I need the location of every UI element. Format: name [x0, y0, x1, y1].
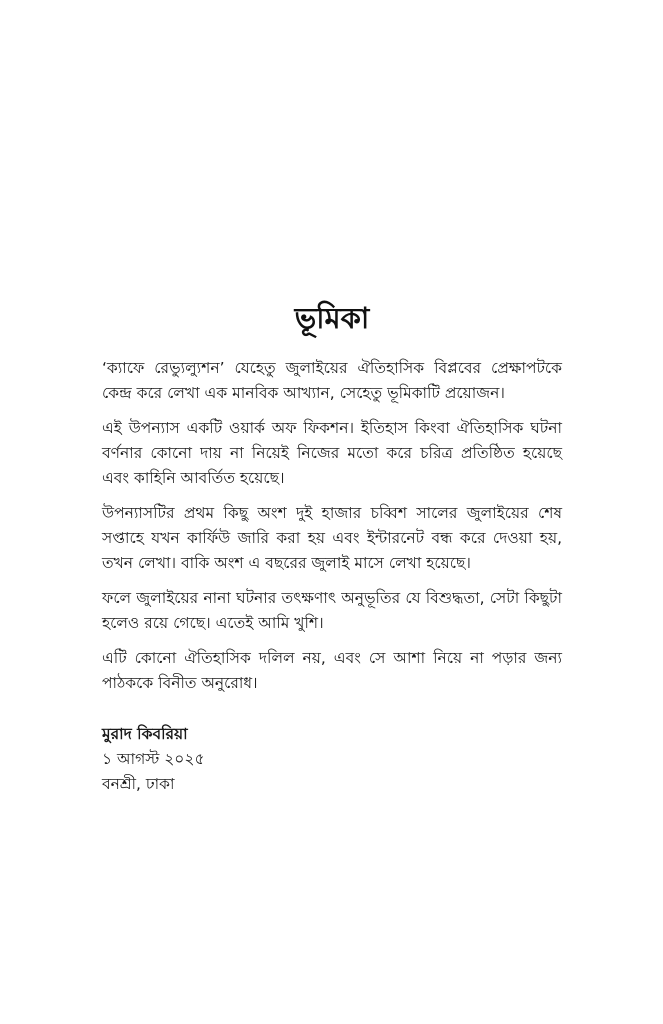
signature-block	[102, 722, 562, 797]
paragraph-1: ‘ক্যাফে রেভ্যুল্যুশন’ যেহেতু জুলাইয়ের ঐতিহাসিক বিপ্লবের প্রেক্ষাপটকে কেন্দ্র করে লেখা এক মানবিক আখ্যান, সেহেতু ভূমিকাটি প্রয়োজন।	[102, 359, 562, 402]
paragraph-3: উপন্যাসটির প্রথম কিছু অংশ দুই হাজার চব্বিশ সালের জুলাইয়ের শেষ সপ্তাহে যখন কার্ফিউ জারি করা হয় এবং ইন্টারনেট বন্ধ করে দেওয়া হয়, তখন লেখা। বাকি অংশ এ বছরের জুলাই মাসে লেখা হয়েছে।	[102, 504, 562, 572]
preface-page	[102, 298, 562, 797]
signature-place: বনশ্রী, ঢাকা	[102, 775, 175, 793]
author-name: মুরাদ কিবরিয়া	[102, 725, 188, 743]
page-title: ভূমিকা	[294, 301, 370, 335]
paragraph-5: এটি কোনো ঐতিহাসিক দলিল নয়, এবং সে আশা নিয়ে না পড়ার জন্য পাঠককে বিনীত অনুরোধ।	[102, 649, 562, 692]
signature-date: ১ আগস্ট ২০২৫	[102, 750, 205, 768]
paragraph-2: এই উপন্যাস একটি ওয়ার্ক অফ ফিকশন। ইতিহাস কিংবা ঐতিহাসিক ঘটনা বর্ণনার কোনো দায় না নিয়েই নিজের মতো করে চরিত্র প্রতিষ্ঠিত হয়েছে এবং কাহিনি আবর্তিত হয়েছে।	[102, 419, 562, 487]
paragraph-4: ফলে জুলাইয়ের নানা ঘটনার তৎক্ষণাৎ অনুভূতির যে বিশুদ্ধতা, সেটা কিছুটা হলেও রয়ে গেছে। এতেই আমি খুশি।	[102, 589, 562, 632]
